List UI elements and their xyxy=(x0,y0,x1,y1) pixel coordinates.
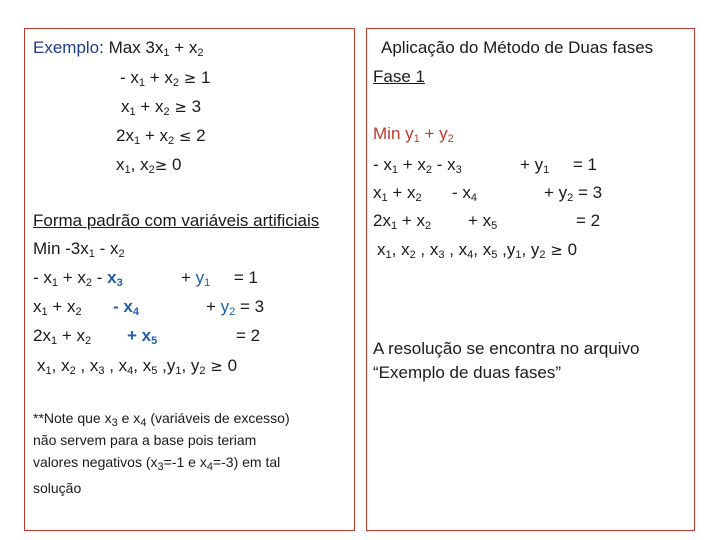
standard-form-title: Forma padrão com variáveis artificiais xyxy=(33,211,320,230)
sf-constraint-2: $x_1 + x_2$ xyxy=(33,297,82,318)
phase-label: Fase 1 xyxy=(373,67,425,86)
sf-constraint-2-slack: - $x_4$ xyxy=(113,297,139,318)
p1-constraint-2-rhs: + $y_2 = 3$ xyxy=(544,183,603,204)
sf-constraint-1-rhs: + $y_1$ = 1 xyxy=(181,268,259,289)
p1-constraint-2-slack: - $x_4$ xyxy=(452,183,478,204)
example-objective: Exemplo: Max $3x_1 + x_2$ xyxy=(33,38,204,59)
sf-constraint-3-rhs: = 2 xyxy=(236,326,261,345)
nonnegativity: $x_1$, $x_2\ge 0$ xyxy=(116,155,182,176)
note-line-4: solução xyxy=(33,480,82,496)
standard-form-objective: Min $-3x_1 - x_2$ xyxy=(33,239,125,260)
note-line-1: **Note que $x_3$ e $x_4$ (variáveis de excesso) xyxy=(33,410,290,429)
p1-constraint-1-rhs: + $y_1$ = 1 xyxy=(520,155,598,176)
p1-constraint-3-slack: + $x_5$ xyxy=(468,211,498,232)
note-line-3: valores negativos ($x_3=-1$ e $x_4=-3$) em tal xyxy=(33,454,281,473)
sf-constraint-2-rhs: + $y_2 = 3$ xyxy=(206,297,265,318)
note-line-2: não servem para a base pois teriam xyxy=(33,432,257,448)
p1-constraint-3: $2x_1 + x_2$ xyxy=(373,211,432,232)
example-label: Exemplo xyxy=(33,38,100,57)
p1-constraint-2: $x_1 + x_2$ xyxy=(373,183,422,204)
p1-constraint-3-rhs: = 2 xyxy=(576,211,601,230)
sf-constraint-3-slack: + $x_5$ xyxy=(127,326,158,347)
p1-constraint-1: - $x_1 + x_2 - x_3$ xyxy=(373,155,462,176)
resolution-line-1: A resolução se encontra no arquivo xyxy=(373,339,640,358)
sf-constraint-1: - $x_1 + x_2 - x_3$ xyxy=(33,268,123,289)
right-panel xyxy=(366,28,695,531)
constraint-3: $2x_1 + x_2 \le 2$ xyxy=(116,126,206,147)
constraint-1: - $x_1 + x_2 \ge 1$ xyxy=(120,68,211,89)
constraint-2: $x_1 + x_2 \ge 3$ xyxy=(121,97,202,118)
sf-nonnegativity: $x_1$, $x_2$ , $x_3$ , $x_4$, $x_5$ $,y_1$, $y_2 \ge 0$ xyxy=(37,356,238,377)
right-title: Aplicação do Método de Duas fases xyxy=(381,38,654,57)
sf-constraint-3: $2x_1 + x_2$ xyxy=(33,326,92,347)
phase1-objective: Min $y_1 + y_2$ xyxy=(373,124,454,145)
resolution-line-2: “Exemplo de duas fases” xyxy=(373,363,562,382)
p1-nonnegativity: $x_1$, $x_2$ , $x_3$ , $x_4$, $x_5$ $,y_1$, $y_2 \ge 0$ xyxy=(377,240,578,261)
